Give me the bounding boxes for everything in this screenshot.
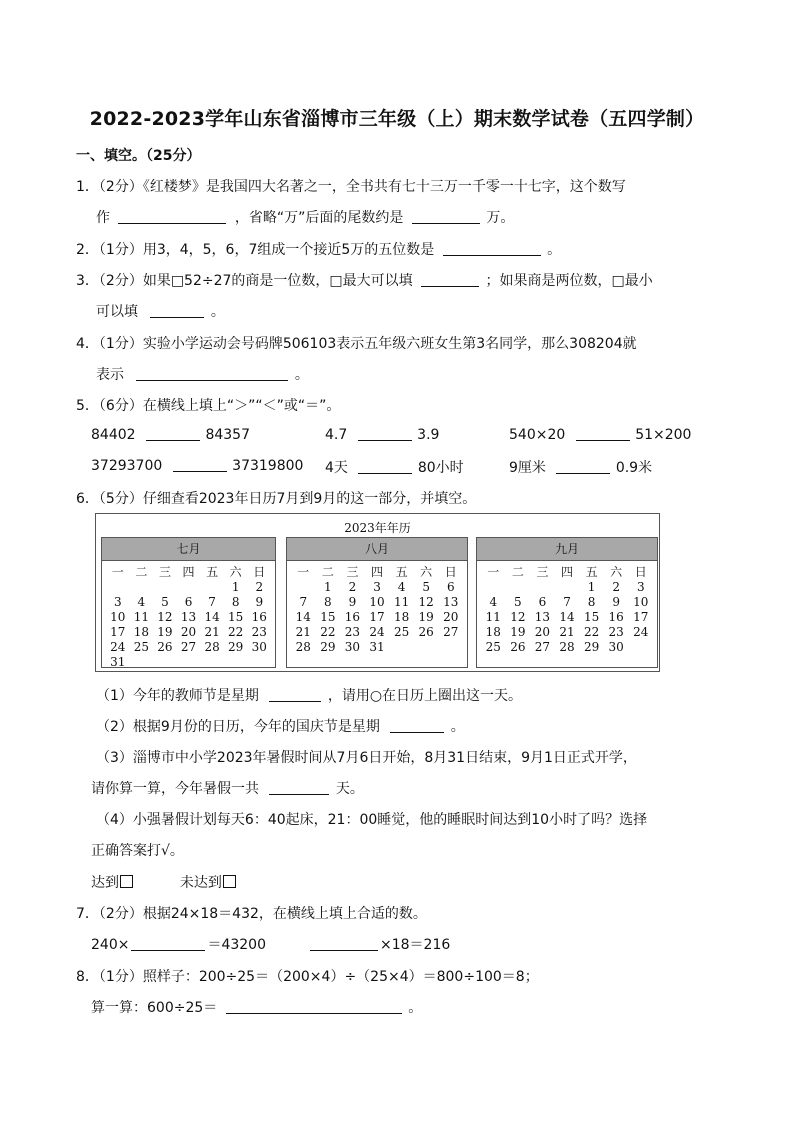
calendar-day[interactable]: 22 — [583, 625, 600, 639]
calendar-day[interactable]: 31 — [369, 640, 385, 654]
q4-text: 表示 — [96, 367, 124, 383]
calendar-day[interactable]: 1 — [324, 580, 332, 594]
q6-sub3-line1: （3）淄博市中小学2023年暑假时间从7月6日开始，8月31日结束，9月1日正式开学， — [96, 750, 637, 766]
q6-sub1 — [96, 685, 522, 705]
calendar-day — [291, 580, 316, 595]
calendar-day[interactable]: 18 — [393, 610, 410, 624]
page-title: 2022-2023学年山东省淄博市三年级（上）期末数学试卷（五四学制） — [89, 108, 705, 130]
calendar-day[interactable]: 18 — [133, 625, 149, 639]
weekday-label: 五 — [585, 565, 598, 579]
q3-line2 — [96, 301, 225, 321]
weekday-label: 日 — [253, 565, 266, 579]
q2-line — [76, 239, 561, 259]
calendar-day[interactable]: 25 — [393, 625, 410, 639]
calendar-day[interactable]: 5 — [514, 595, 522, 609]
q6-sub2-end: 。 — [450, 719, 465, 735]
q7-line: 7．（2分）根据24×18＝432，在横线上填上合适的数。 — [76, 906, 427, 922]
calendar-day — [106, 580, 130, 595]
weekday-label: 二 — [321, 565, 334, 579]
q1-text-b: ，省略“万”后面的尾数约是 — [234, 210, 404, 226]
calendar-day[interactable]: 14 — [204, 610, 220, 624]
q5-line: 5．（6分）在横线上填上“＞”“＜”或“＝”。 — [76, 398, 341, 414]
calendar-day[interactable]: 15 — [583, 610, 600, 624]
q1-blank-1[interactable] — [118, 209, 226, 224]
calendar-day[interactable]: 21 — [295, 625, 311, 639]
calendar-day[interactable]: 19 — [418, 610, 434, 624]
q5-item-3 — [509, 426, 691, 443]
calendar-title: 2023年年历 — [344, 521, 411, 535]
q8-end: 。 — [408, 1000, 423, 1016]
q5-right: 3.9 — [417, 427, 440, 443]
q8-blank[interactable] — [226, 999, 402, 1014]
calendar-day[interactable]: 24 — [110, 640, 126, 654]
calendar-day[interactable]: 30 — [251, 640, 267, 654]
q7-eq1-left: 240× — [91, 937, 130, 953]
calendar-day[interactable]: 18 — [485, 625, 501, 639]
q6-sub4-line2: 正确答案打√。 — [91, 843, 184, 859]
q5-right: 0.9米 — [615, 460, 653, 476]
weekday-label: 六 — [229, 565, 242, 579]
calendar-day[interactable]: 23 — [251, 625, 267, 639]
calendar-day[interactable]: 13 — [443, 595, 459, 609]
calendar-day — [530, 580, 555, 595]
q5-right: 37319800 — [232, 458, 304, 474]
option-reached-label: 达到 — [91, 875, 119, 891]
q2-blank[interactable] — [443, 241, 541, 256]
calendar-day[interactable]: 27 — [180, 640, 197, 654]
calendar-day — [130, 655, 154, 670]
calendar-day — [628, 640, 653, 655]
weekday-label: 三 — [536, 565, 549, 579]
calendar-day[interactable]: 2 — [612, 580, 620, 594]
calendar-day[interactable]: 3 — [636, 580, 645, 594]
calendar-day[interactable]: 24 — [369, 625, 385, 639]
q1-line2 — [96, 207, 514, 227]
q5-right: 80小时 — [417, 460, 464, 476]
calendar-day[interactable]: 13 — [534, 610, 551, 624]
calendar-day[interactable]: 10 — [110, 610, 126, 624]
q5-item-4 — [91, 457, 303, 474]
weekday-label: 三 — [158, 565, 171, 579]
q5-left: 4.7 — [325, 427, 348, 443]
calendar-day — [153, 580, 177, 595]
calendar-day[interactable]: 21 — [204, 625, 220, 639]
q6-sub2-text: （2）根据9月份的日历，今年的国庆节是星期 — [96, 719, 380, 735]
calendar-day[interactable]: 8 — [587, 595, 596, 609]
calendar-day[interactable]: 12 — [418, 595, 434, 609]
section-heading: 一、填空。（25分） — [76, 148, 201, 164]
calendar-day[interactable]: 23 — [344, 625, 361, 639]
calendar-month — [101, 537, 276, 668]
q5-right: 84357 — [205, 427, 250, 443]
calendar-day[interactable]: 22 — [228, 625, 244, 639]
q3-line1 — [76, 270, 653, 290]
q5-item-1 — [91, 426, 250, 443]
calendar-day[interactable]: 29 — [583, 640, 600, 654]
option-reached-checkbox[interactable] — [120, 875, 133, 888]
calendar-day[interactable]: 9 — [612, 595, 620, 609]
q6-sub3-end: 天。 — [335, 781, 364, 797]
calendar-day[interactable]: 4 — [397, 580, 406, 594]
calendar-day — [247, 655, 271, 670]
calendar-day[interactable]: 5 — [161, 595, 169, 609]
option-not-reached-label: 未达到 — [179, 875, 222, 891]
q5-right: 51×200 — [635, 427, 692, 443]
calendar-day[interactable]: 7 — [208, 595, 216, 609]
q5-blank[interactable] — [556, 459, 610, 474]
weekday-label: 六 — [420, 565, 433, 579]
calendar-month — [286, 537, 468, 668]
calendar-day[interactable]: 17 — [369, 610, 385, 624]
calendar-day — [481, 580, 506, 595]
q1-blank-2[interactable] — [412, 209, 480, 224]
calendar-day[interactable]: 10 — [633, 595, 649, 609]
calendar-day[interactable]: 9 — [255, 595, 264, 609]
calendar-day[interactable]: 26 — [157, 640, 173, 654]
calendar-day[interactable]: 7 — [563, 595, 571, 609]
calendar-day[interactable]: 28 — [559, 640, 575, 654]
calendar-day — [389, 640, 414, 655]
q6-sub3-line2 — [91, 778, 364, 798]
q7-eq2 — [310, 934, 450, 954]
q1-line1: 1．（2分）《红楼梦》是我国四大名著之一，全书共有七十三万一千零一十七字，这个数写 — [76, 179, 626, 195]
q6-blank-3[interactable] — [269, 780, 329, 795]
calendar-day[interactable]: 31 — [110, 655, 126, 669]
q8-calc — [91, 997, 422, 1017]
calendar-day[interactable]: 12 — [510, 610, 526, 624]
weekday-label: 四 — [371, 565, 384, 579]
weekday-label: 一 — [487, 565, 500, 579]
calendar-day — [130, 580, 154, 595]
month-name: 七月 — [102, 538, 275, 561]
q6-line: 6．（5分）仔细查看2023年日历7月到9月的这一部分，并填空。 — [76, 491, 477, 507]
calendar-day[interactable]: 3 — [373, 580, 381, 594]
calendar-day[interactable]: 16 — [344, 610, 361, 624]
q5-item-5 — [325, 457, 464, 477]
calendar-day — [438, 640, 463, 655]
weekday-label: 日 — [444, 565, 457, 579]
calendar-day[interactable]: 17 — [633, 610, 649, 624]
calendar-day[interactable]: 2 — [255, 580, 264, 594]
weekday-label: 五 — [206, 565, 219, 579]
q3-text-a: 3．（2分）如果□52÷27的商是一位数，□最大可以填 — [76, 273, 413, 289]
calendar-day[interactable]: 6 — [184, 595, 193, 609]
q3-blank-2[interactable] — [150, 303, 204, 318]
calendar-day[interactable]: 11 — [133, 610, 149, 624]
calendar-day — [224, 655, 248, 670]
q6-options — [91, 872, 236, 892]
calendar-day[interactable]: 15 — [228, 610, 244, 624]
q5-blank[interactable] — [146, 426, 200, 441]
q5-left: 84402 — [91, 427, 136, 443]
calendar-day[interactable]: 26 — [418, 625, 434, 639]
calendar-day[interactable]: 27 — [534, 640, 551, 654]
q6-sub3-text: 请你算一算，今年暑假一共 — [91, 781, 259, 797]
q5-blank[interactable] — [173, 457, 227, 472]
weekday-label: 四 — [182, 565, 195, 579]
calendar-day[interactable]: 2 — [348, 580, 357, 594]
calendar-day[interactable]: 13 — [180, 610, 197, 624]
calendar-day — [200, 580, 224, 595]
q3-text-c: 可以填 — [96, 304, 138, 320]
weekday-label: 四 — [561, 565, 574, 579]
calendar-day — [177, 655, 201, 670]
calendar-day[interactable]: 28 — [295, 640, 311, 654]
calendar-day[interactable]: 14 — [559, 610, 575, 624]
calendar-day[interactable]: 19 — [510, 625, 526, 639]
q3-text-b: ；如果商是两位数，□最小 — [485, 273, 653, 289]
calendar-day — [200, 655, 224, 670]
calendar-day[interactable]: 1 — [587, 580, 596, 594]
calendar-day[interactable]: 6 — [538, 595, 547, 609]
q5-left: 9厘米 — [509, 460, 546, 476]
q6-blank-1[interactable] — [269, 687, 321, 702]
month-name: 八月 — [287, 538, 467, 561]
calendar-day — [414, 640, 439, 655]
weekday-label: 二 — [511, 565, 524, 579]
calendar-day[interactable]: 8 — [324, 595, 332, 609]
calendar-day[interactable]: 20 — [534, 625, 551, 639]
calendar-day[interactable]: 17 — [110, 625, 126, 639]
q7-eq1 — [91, 934, 266, 954]
calendar-day[interactable]: 1 — [231, 580, 240, 594]
calendar-day — [506, 580, 531, 595]
weekday-label: 三 — [346, 565, 359, 579]
calendar-2023 — [95, 513, 660, 672]
calendar-day[interactable]: 28 — [204, 640, 220, 654]
calendar-day[interactable]: 30 — [344, 640, 361, 654]
calendar-day[interactable]: 16 — [251, 610, 267, 624]
q5-left: 4天 — [325, 460, 348, 476]
calendar-day[interactable]: 11 — [485, 610, 501, 624]
q7-eq1-right: ＝43200 — [207, 937, 266, 953]
weekday-label: 一 — [111, 565, 124, 579]
calendar-day[interactable]: 20 — [180, 625, 197, 639]
month-name: 九月 — [477, 538, 657, 561]
q6-sub2 — [96, 716, 465, 736]
q7-blank-1[interactable] — [131, 936, 205, 951]
q5-item-6 — [509, 457, 652, 477]
calendar-day[interactable]: 8 — [231, 595, 240, 609]
q5-blank[interactable] — [576, 426, 630, 441]
q5-blank[interactable] — [358, 426, 412, 441]
q4-line2 — [96, 364, 309, 384]
calendar-day[interactable]: 30 — [608, 640, 624, 654]
weekday-label: 一 — [297, 565, 310, 579]
q3-blank-1[interactable] — [421, 272, 479, 287]
calendar-day — [555, 580, 580, 595]
q5-left: 37293700 — [91, 458, 163, 474]
weekday-label: 六 — [610, 565, 623, 579]
q6-sub4-line1: （4）小强暑假计划每天6：40起床，21：00睡觉，他的睡眠时间达到10小时了吗？选择 — [96, 812, 648, 828]
q1-text-c: 万。 — [486, 210, 515, 226]
calendar-day[interactable]: 20 — [443, 610, 459, 624]
calendar-day[interactable]: 25 — [485, 640, 501, 654]
calendar-day[interactable]: 25 — [133, 640, 149, 654]
calendar-day[interactable]: 16 — [608, 610, 624, 624]
calendar-day[interactable]: 5 — [422, 580, 430, 594]
q6-sub1-end: ，请用○在日历上圈出这一天。 — [327, 688, 523, 704]
q6-blank-2[interactable] — [390, 718, 444, 733]
calendar-day[interactable]: 15 — [320, 610, 336, 624]
calendar-day[interactable]: 4 — [137, 595, 146, 609]
q8-line: 8．（1分）照样子：200÷25＝（200×4）÷（25×4）＝800÷100＝8； — [76, 969, 539, 985]
calendar-day[interactable]: 3 — [113, 595, 122, 609]
calendar-day[interactable]: 19 — [157, 625, 173, 639]
calendar-day[interactable]: 29 — [228, 640, 244, 654]
q2-text: 2．（1分）用3，4，5，6，7组成一个接近5万的五位数是 — [76, 242, 435, 258]
q1-text-a: 作 — [96, 210, 110, 226]
calendar-day[interactable]: 12 — [157, 610, 173, 624]
calendar-day[interactable]: 9 — [348, 595, 357, 609]
calendar-day[interactable]: 27 — [443, 625, 459, 639]
q5-blank[interactable] — [358, 459, 412, 474]
calendar-day[interactable]: 26 — [510, 640, 526, 654]
q4-line1: 4．（1分）实验小学运动会号码牌506103表示五年级六班女生第3名同学，那么308204就 — [76, 336, 637, 352]
q4-blank[interactable] — [136, 366, 288, 381]
q5-left: 540×20 — [509, 427, 566, 443]
q7-eq2-right: ×18＝216 — [380, 937, 451, 953]
calendar-day[interactable]: 23 — [608, 625, 624, 639]
calendar-day[interactable]: 6 — [446, 580, 455, 594]
calendar-day[interactable]: 10 — [369, 595, 385, 609]
q3-end: 。 — [210, 304, 225, 320]
calendar-day[interactable]: 24 — [633, 625, 649, 639]
calendar-day — [153, 655, 177, 670]
q7-blank-2[interactable] — [310, 936, 378, 951]
calendar-day[interactable]: 7 — [299, 595, 308, 609]
calendar-day[interactable]: 14 — [295, 610, 311, 624]
calendar-day[interactable]: 4 — [489, 595, 498, 609]
calendar-month — [476, 537, 658, 668]
weekday-label: 二 — [135, 565, 148, 579]
q2-end: 。 — [547, 242, 562, 258]
option-not-reached-checkbox[interactable] — [223, 875, 236, 888]
calendar-day[interactable]: 29 — [320, 640, 336, 654]
q4-end: 。 — [294, 367, 309, 383]
q6-sub1-text: （1）今年的教师节是星期 — [96, 688, 259, 704]
calendar-day[interactable]: 22 — [320, 625, 336, 639]
q5-item-2 — [325, 426, 439, 443]
weekday-label: 五 — [395, 565, 408, 579]
calendar-day — [177, 580, 201, 595]
calendar-day[interactable]: 11 — [393, 595, 410, 609]
weekday-label: 日 — [634, 565, 647, 579]
q8-calc-text: 算一算：600÷25＝ — [91, 1000, 218, 1016]
calendar-day[interactable]: 21 — [559, 625, 575, 639]
